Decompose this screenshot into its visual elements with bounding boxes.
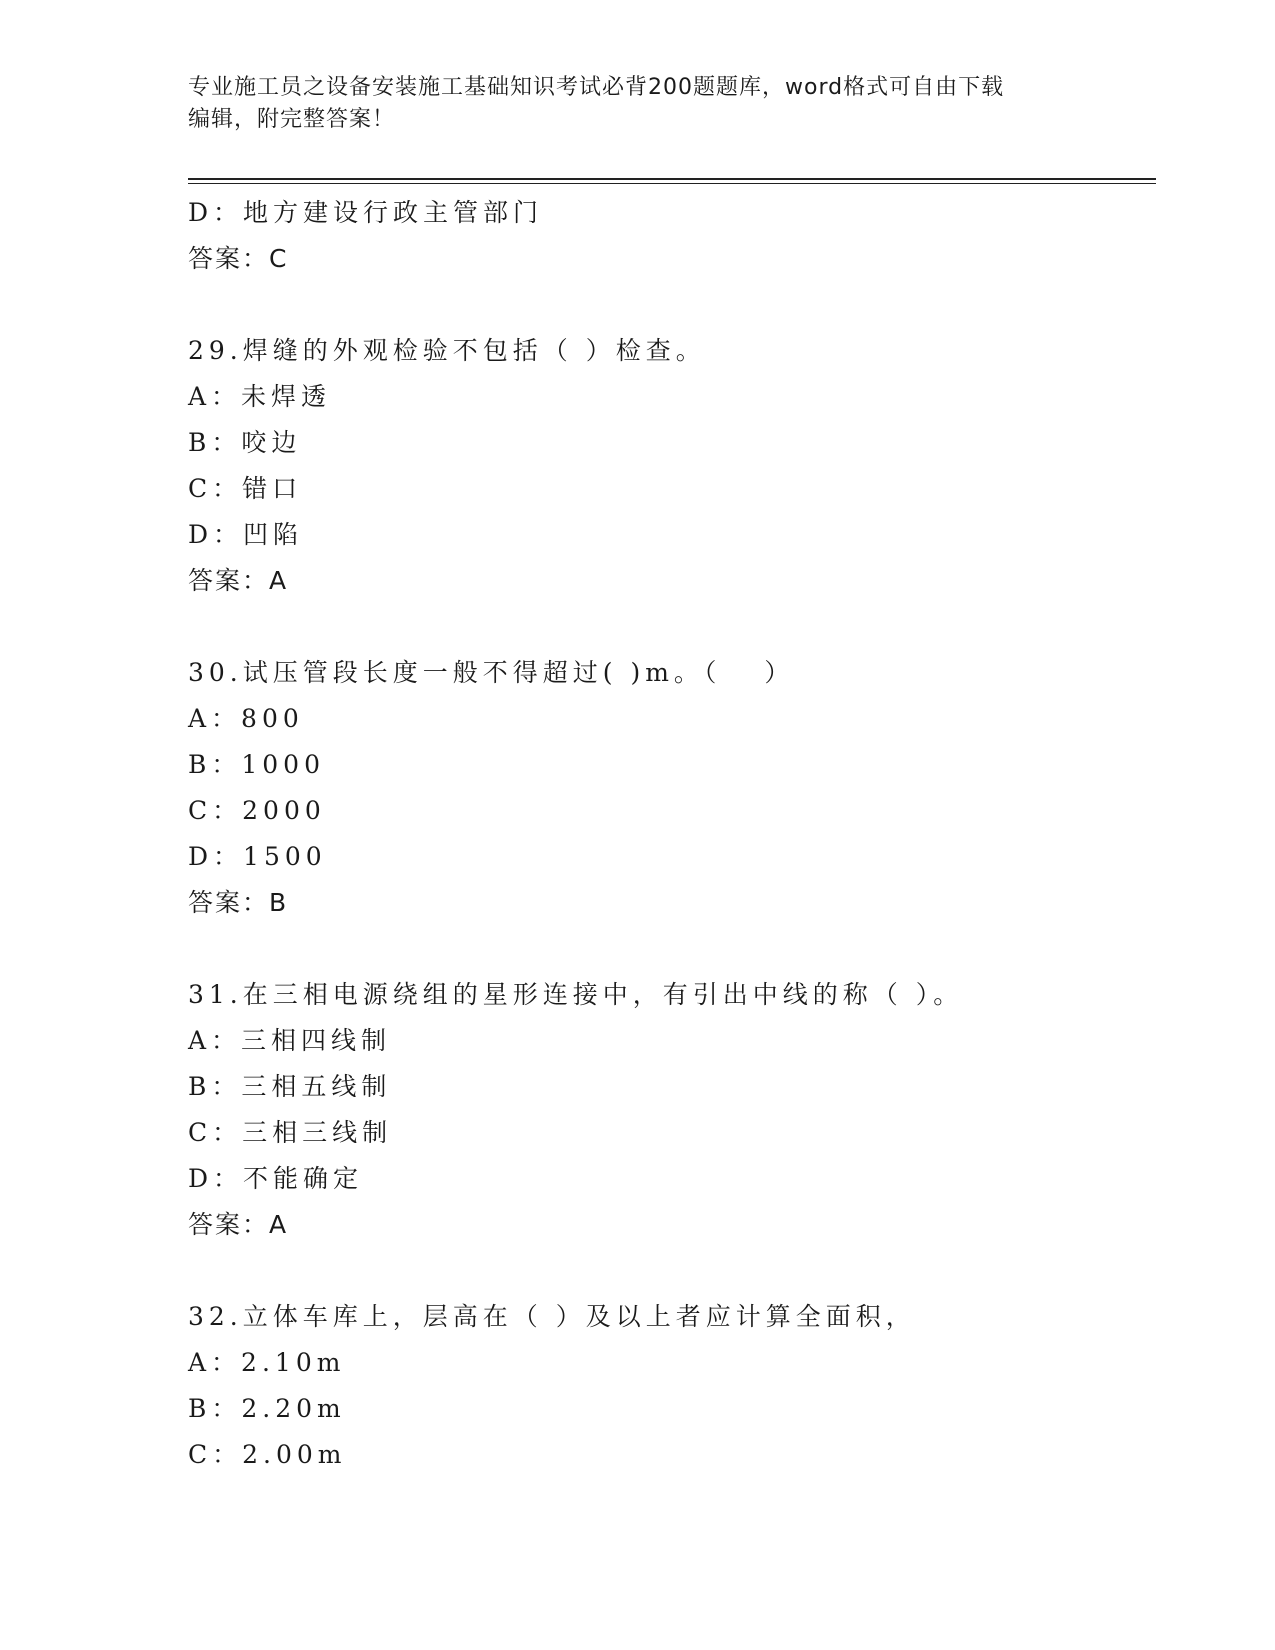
option-a: A：三相四线制: [188, 1026, 392, 1055]
header-divider-thin: [188, 183, 1156, 184]
answer: 答案：B: [188, 888, 289, 917]
option-d: D：不能确定: [188, 1164, 364, 1193]
answer: 答案：A: [188, 1210, 289, 1239]
option-c: C：2000: [188, 796, 326, 825]
question-text: 32.立体车库上，层高在（ ）及以上者应计算全面积，: [188, 1302, 916, 1331]
option-d: D：凹陷: [188, 520, 304, 549]
option-a: A：2.10m: [188, 1348, 346, 1377]
option-a: A：未焊透: [188, 382, 332, 411]
option-c: C：2.00m: [188, 1440, 347, 1469]
answer: 答案：C: [188, 244, 289, 273]
question-text: 29.焊缝的外观检验不包括（ ）检查。: [188, 336, 706, 365]
option-c: C：三相三线制: [188, 1118, 393, 1147]
question-31: [188, 972, 1156, 1248]
question-text: 30.试压管段长度一般不得超过( )m。（ ）: [188, 658, 795, 687]
document-header: [188, 72, 1088, 136]
spacer: [188, 282, 1156, 328]
option-b: B：咬边: [188, 428, 302, 457]
question-30: [188, 650, 1156, 926]
question-32: [188, 1294, 1156, 1478]
spacer: [188, 1248, 1156, 1294]
header-line-1: 专业施工员之设备安装施工基础知识考试必背200题题库，word格式可自由下载: [188, 75, 1005, 100]
answer: 答案：A: [188, 566, 289, 595]
spacer: [188, 926, 1156, 972]
option-b: B：三相五线制: [188, 1072, 392, 1101]
question-text: 31.在三相电源绕组的星形连接中，有引出中线的称（ ）。: [188, 980, 964, 1009]
option-c: C：错口: [188, 474, 303, 503]
question-list: [188, 190, 1156, 1478]
option-d: D：1500: [188, 842, 327, 871]
spacer: [188, 604, 1156, 650]
option-a: A：800: [188, 704, 304, 733]
option-b: B：2.20m: [188, 1394, 346, 1423]
option-d: D：地方建设行政主管部门: [188, 198, 544, 227]
header-divider-thick: [188, 178, 1156, 180]
question-29: [188, 328, 1156, 604]
header-line-2: 编辑，附完整答案！: [188, 107, 396, 132]
option-b: B：1000: [188, 750, 325, 779]
